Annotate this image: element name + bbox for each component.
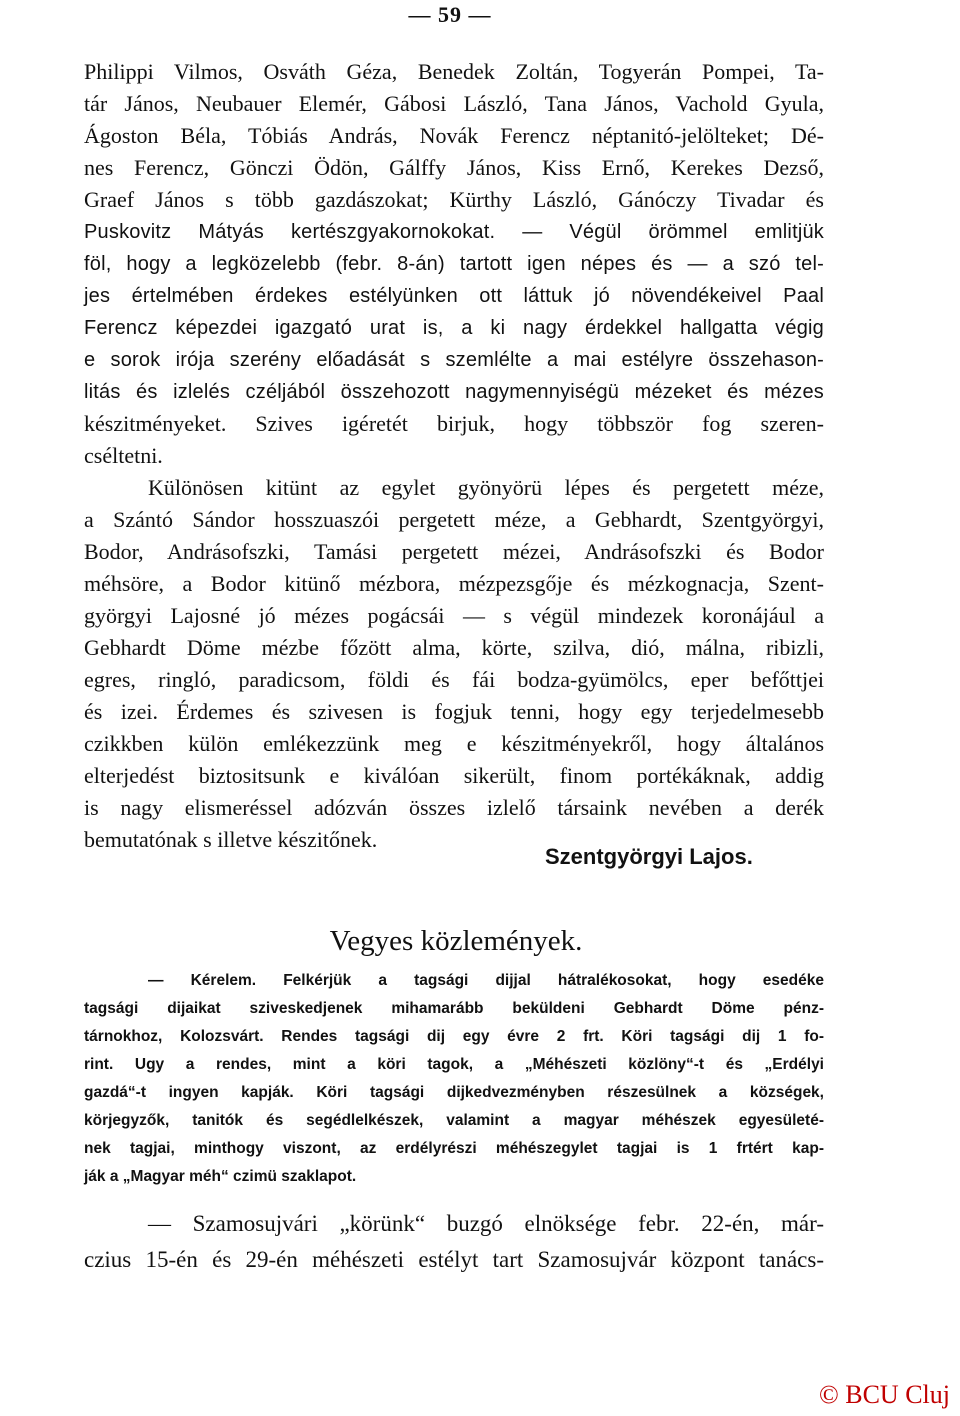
library-watermark: © BCU Cluj (818, 1380, 950, 1409)
text-line: Puskovitz Mátyás kertészgyakornokokat. — Végül örömmel emlitjük (84, 221, 824, 243)
notice-line: körjegyzők, tanitók és segédlelkészek, valamint a magyar méhészek egyesületé- (84, 1112, 824, 1129)
text-line: bemutatónak s illetve készitőnek. (84, 827, 378, 852)
text-line: egres, ringló, paradicsom, földi és fái bodza-gyümölcs, eper befőttjei (84, 667, 824, 692)
text-line: cséltetni. (84, 443, 163, 468)
text-line: méhsöre, a Bodor kitünő mézbora, mézpezsgője és mézkognacja, Szent- (84, 571, 824, 596)
notice-line: gazdá“-t ingyen kapják. Köri tagsági dijkedvezményben részesülnek a községek, (84, 1084, 824, 1101)
text-line: Különösen kitünt az egylet gyönyörü lépes és pergetett méze, (148, 475, 824, 500)
text-line: Ágoston Béla, Tóbiás András, Novák Ferencz néptanitó-jelölteket; Dé- (84, 123, 824, 148)
notice-line: nek tagjai, minthogy viszont, az erdélyrészi méhészegylet tagjai is 1 frtért kap- (84, 1140, 824, 1157)
text-line: készitményeket. Szives igéretét birjuk, hogy többször fog szeren- (84, 411, 824, 436)
text-line: elterjedést biztositsunk e kiválóan sikerült, finom portékáknak, addig (84, 763, 824, 788)
text-line: a Szántó Sándor hosszuaszói pergetett méze, a Gebhardt, Szentgyörgyi, (84, 507, 824, 532)
text-line: Ferencz képezdei igazgató urat is, a ki nagy érdekkel hallgatta végig (84, 317, 824, 339)
text-line: Bodor, Andrásofszki, Tamási pergetett mézei, Andrásofszki és Bodor (84, 539, 824, 564)
text-line: nes Ferencz, Gönczi Ödön, Gálffy János, Kiss Ernő, Kerekes Dezső, (84, 155, 824, 180)
text-line: e sorok irója szerény előadását s szemlélte a mai estélyre összehason- (84, 349, 824, 371)
section-heading: Vegyes közlemények. (329, 925, 583, 957)
text-line: czikkben külön emlékezzünk meg e készitményekről, hogy általános (84, 731, 824, 756)
text-line: tár János, Neubauer Elemér, Gábosi László, Tana János, Vachold Gyula, (84, 91, 824, 116)
notice-line: ják a „Magyar méh“ czimü szaklapot. (84, 1168, 357, 1185)
notice-line: — Kérelem. Felkérjük a tagsági dijjal hátralékosokat, hogy esedéke (148, 972, 824, 989)
text-line: föl, hogy a legközelebb (febr. 8-án) tartott igen népes és — a szó tel- (84, 253, 824, 275)
text-line: is nagy elismeréssel adózván összes izlelő társaink nevében a derék (84, 795, 824, 820)
text-line: és izei. Érdemes és szivesen is fogjuk tenni, hogy egy terjedelmesebb (84, 699, 824, 724)
notice-line: rint. Ugy a rendes, mint a köri tagok, a „Méhészeti közlöny“-t és „Erdélyi (84, 1056, 824, 1073)
text-line: czius 15-én és 29-én méhészeti estélyt tart Szamosujvár központ tanács- (84, 1247, 824, 1272)
text-line: Graef János s több gazdászokat; Kürthy László, Gánóczy Tivadar és (84, 187, 824, 212)
text-line: Philippi Vilmos, Osváth Géza, Benedek Zoltán, Togyerán Pompei, Ta- (84, 59, 824, 84)
text-line: Gebhardt Döme mézbe főzött alma, körte, szilva, dió, málna, ribizli, (84, 635, 824, 660)
text-line: györgyi Lajosné jó mézes pogácsái — s végül mindezek koronájául a (84, 603, 824, 628)
text-line: litás és izlelés czéljából összehozott nagymennyiségü mézeket és mézes (84, 381, 824, 403)
page-number: — 59 — (408, 2, 492, 27)
notice-line: tárnokhoz, Kolozsvárt. Rendes tagsági dij egy évre 2 frt. Köri tagsági dij 1 fo- (84, 1028, 824, 1045)
text-line: jes értelmében érdekes estélyünken ott láttuk jó növendékeivel Paal (84, 285, 824, 307)
author-signature: Szentgyörgyi Lajos. (545, 844, 753, 869)
text-line: — Szamosujvári „körünk“ buzgó elnöksége febr. 22-én, már- (148, 1211, 824, 1236)
notice-line: tagsági dijaikat sziveskedjenek mihamarább beküldeni Gebhardt Döme pénz- (84, 1000, 824, 1017)
